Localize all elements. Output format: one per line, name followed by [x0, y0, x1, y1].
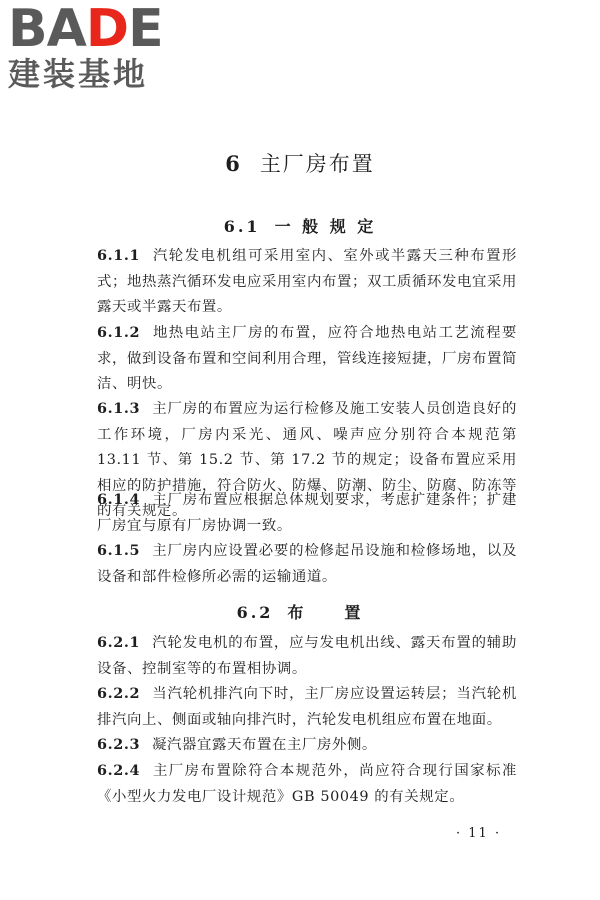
clause-text: 主厂房布置应根据总体规划要求，考虑扩建条件；扩建厂房宜与原有厂房协调一致。 [97, 492, 517, 534]
clause-6-1-4 [97, 487, 517, 539]
chapter-title-text: 主厂房布置 [259, 152, 375, 176]
clause-number: 6.2.3 [97, 736, 141, 753]
clause-number: 6.1.1 [97, 247, 141, 264]
logo-wordmark [8, 0, 178, 59]
clause-6-2-2 [97, 681, 517, 733]
clause-text: 汽轮发电机的布置，应与发电机出线、露天布置的辅助设备、控制室等的布置相协调。 [97, 635, 517, 677]
clause-text: 地热电站主厂房的布置，应符合地热电站工艺流程要求，做到设备布置和空间利用合理，管线连接短捷，厂房布置简洁、明快。 [97, 325, 517, 392]
brand-logo [8, 2, 178, 92]
clause-number: 6.1.4 [97, 491, 141, 508]
clause-number: 6.1.2 [97, 324, 141, 341]
logo-subtitle: 建装基地 [8, 55, 149, 93]
page-number: · 11 · [456, 826, 502, 841]
logo-wordmark-part2: E [128, 0, 163, 59]
clause-6-1-1 [97, 243, 517, 321]
clause-text: 当汽轮机排汽向下时，主厂房应设置运转层；当汽轮机排汽向上、侧面或轴向排汽时，汽轮发电机组应布置在地面。 [97, 686, 517, 728]
clause-text: 主厂房的布置应为运行检修及施工安装人员创造良好的工作环境，厂房内采光、通风、噪声应分别符合本规范第 13.11 节、第 15.2 节、第 17.2 节的规定；设备布置应采用相应的防护措施，符合防火、防爆、防潮、防尘、防腐、防冻等的有关规定。 [97, 401, 517, 519]
section-title-6-1 [0, 214, 600, 237]
logo-wordmark-part1: BA [8, 0, 86, 59]
clause-text: 汽轮发电机组可采用室内、室外或半露天三种布置形式；地热蒸汽循环发电应采用室内布置；双工质循环发电宜采用露天或半露天布置。 [97, 248, 517, 315]
clause-6-2-3 [97, 732, 517, 759]
chapter-title [0, 148, 600, 178]
logo-wordmark-accent: D [85, 0, 129, 59]
clause-text: 主厂房内应设置必要的检修起吊设施和检修场地，以及设备和部件检修所必需的运输通道。 [97, 543, 517, 585]
chapter-number: 6 [225, 151, 242, 176]
section-number: 6.1 [223, 217, 261, 236]
clause-number: 6.2.4 [97, 762, 141, 779]
clause-text: 主厂房布置除符合本规范外，尚应符合现行国家标准《小型火力发电厂设计规范》GB 50049 的有关规定。 [97, 763, 517, 805]
section-title-text: 布 置 [287, 603, 364, 622]
section-title-text: 一 般 规 定 [274, 217, 377, 236]
clause-number: 6.1.5 [97, 542, 141, 559]
clause-6-2-1 [97, 630, 517, 682]
clause-6-1-2 [97, 320, 517, 398]
clause-number: 6.2.2 [97, 685, 141, 702]
section-title-6-2 [0, 600, 600, 623]
section-number: 6.2 [236, 603, 274, 622]
clause-6-1-5 [97, 538, 517, 590]
clause-number: 6.2.1 [97, 634, 141, 651]
clause-6-2-4 [97, 758, 517, 810]
clause-text: 凝汽器宜露天布置在主厂房外侧。 [152, 737, 377, 753]
clause-number: 6.1.3 [97, 400, 141, 417]
